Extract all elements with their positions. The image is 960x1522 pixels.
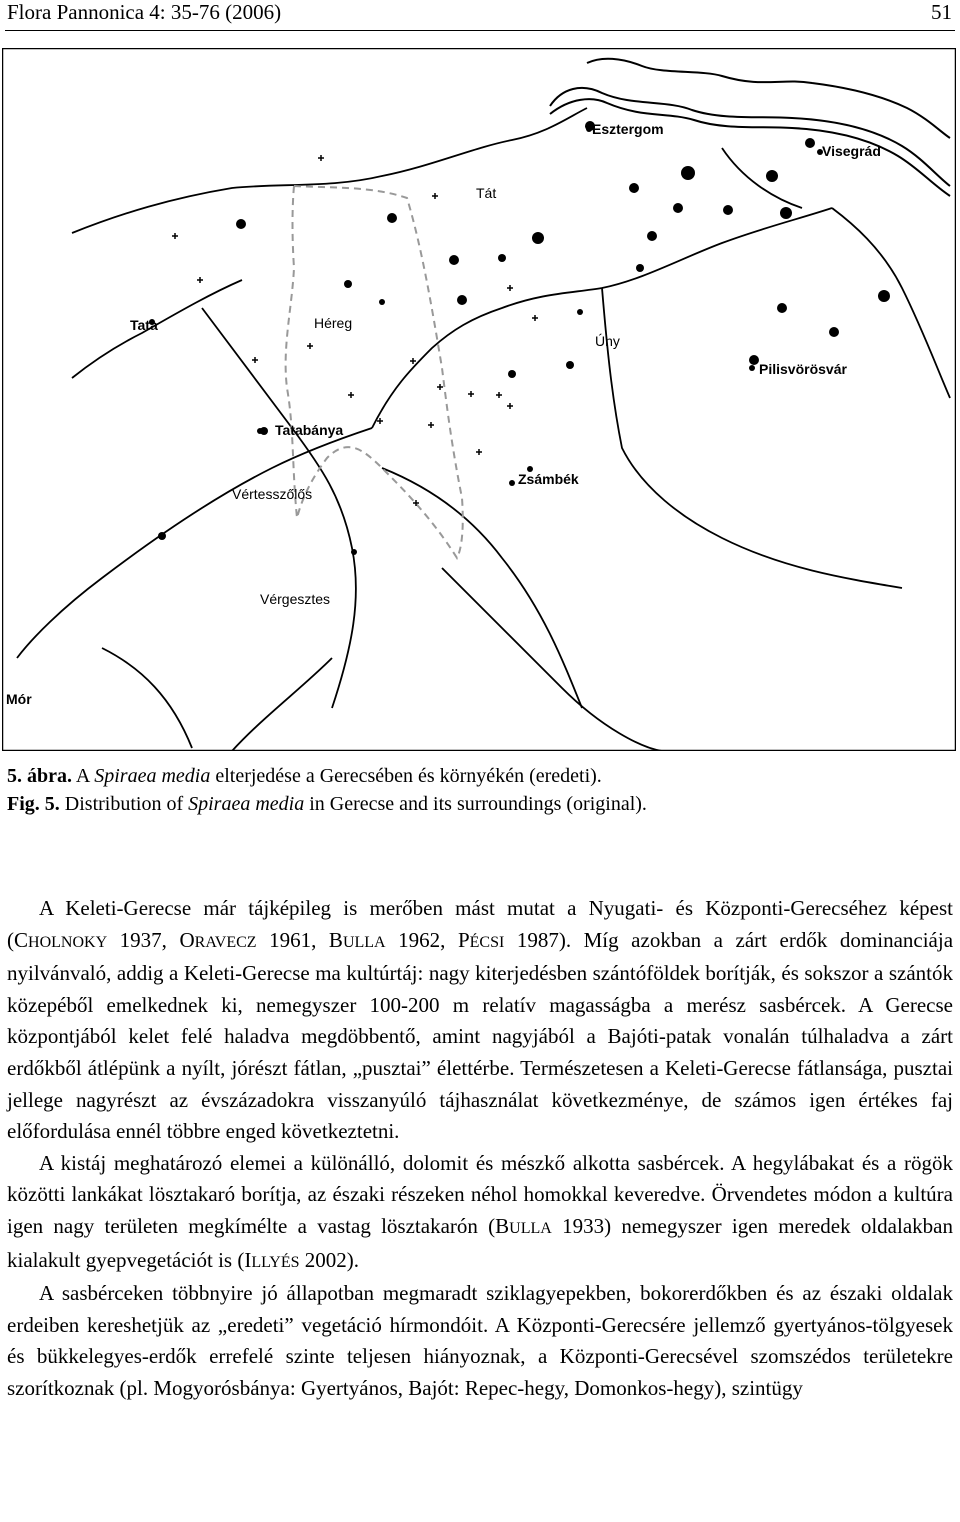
label-tatabanya: Tatabánya xyxy=(275,422,344,438)
occurrence-dot xyxy=(351,549,357,555)
occurrence-dot xyxy=(532,232,544,244)
author-pecsi: PÉCSI xyxy=(457,927,505,952)
caption-hungarian xyxy=(7,762,647,790)
occurrence-dot xyxy=(379,299,385,305)
occurrence-dot xyxy=(723,205,733,215)
label-uny: Úny xyxy=(595,333,620,349)
paragraph-3: A sasbérceken többnyire jó állapotban megmaradt sziklagyepekben, bokorerdőkben és az északi oldalak erdeiben kereshetjük az „eredeti” vegetáció hírmondóit. A Központi-Gerecsére jellemző gyertyános-tölgyesek és bükkelegyes-erdők errefelé szinte teljesen hiányoznak, a Központi-Gerecsével szomszédos területekre szorítkoznak (pl. Mogyorósbánya: Gyertyános, Bajót: Repec-hegy, Domonkos-hegy), szintügy xyxy=(7,1281,953,1400)
town-marker-tatabanya xyxy=(257,428,263,434)
paragraph-1 xyxy=(7,893,953,1148)
caption-hu-species: Spiraea media xyxy=(94,765,211,787)
label-zsambek: Zsámbék xyxy=(518,471,579,487)
caption-hu-label: 5. ábra. xyxy=(7,765,72,787)
p1-text-e: 1987). Míg azokban a zárt erdők dominanciája nyilvánvaló, addig a Keleti-Gerecse ma kultúrtáj: nagy kiterjedésben szántóföldek borítják, és sokszor a szántók közepéből emelkednek ki, nemegyszer 100-200 m relatív magasságba a merész sasbércek. A Gerecse központjából kelet felé haladva megdöbbentő, amint nagyjából a Bajóti-patak vonalán túlhaladva a zárt erdőkből átlépünk a nyílt, jórészt fátlan, „pusztai” élettérbe. Természetesen a Keleti-Gerecse fátlansága, pusztai jellege nagyrészt az évszázadokra visszanyúló tájhasználat következménye, de számos igen értékes faj előfordulása ennél többre enged következtetni. xyxy=(7,927,954,1144)
author-cholnoky: CHOLNOKY xyxy=(14,927,108,952)
p1-text-b: 1937, xyxy=(107,927,180,952)
occurrence-dot xyxy=(647,231,657,241)
occurrence-dot xyxy=(566,361,574,369)
caption-en-post: in Gerecse and its surroundings (original). xyxy=(304,793,647,815)
occurrence-dot xyxy=(236,219,246,229)
running-header xyxy=(7,0,952,25)
label-visegrad: Visegrád xyxy=(822,143,881,159)
occurrence-dot xyxy=(577,309,583,315)
caption-en-label: Fig. 5. xyxy=(7,793,60,815)
caption-hu-pre: A xyxy=(72,765,95,787)
label-vergesztes: Vérgesztes xyxy=(260,591,331,607)
p1-text-d: 1962, xyxy=(385,927,458,952)
label-esztergom: Esztergom xyxy=(592,121,664,137)
occurrence-dot xyxy=(681,166,695,180)
occurrence-dot xyxy=(878,290,890,302)
label-vertesszolos: Vértesszőlős xyxy=(232,486,313,502)
occurrence-dot xyxy=(749,355,759,365)
body-text xyxy=(7,893,953,1405)
caption-hu-post: elterjedése a Gerecsében és környékén (eredeti). xyxy=(210,765,602,787)
p2-text-a: A kistáj meghatározó elemei a különálló, dolomit és mészkő alkotta sasbércek. A hegylábakat és a rögök közötti lankákat lösztakaró borítja, az északi részeken néhol homokkal keveredve. Örvendetes módon a kultúra igen nagy területen megkímélte a vastag lösztakarón ( xyxy=(7,1150,953,1238)
paragraph-2 xyxy=(7,1148,953,1278)
occurrence-dot xyxy=(780,207,792,219)
occurrence-dot xyxy=(777,303,787,313)
occurrence-dot xyxy=(344,280,352,288)
p1-text-c: 1961, xyxy=(256,927,329,952)
author-bulla-1933: BULLA xyxy=(495,1213,552,1238)
occurrence-dot xyxy=(766,170,778,182)
occurrence-dot xyxy=(449,255,459,265)
p2-text-b: 1933) nemegyszer igen meredek oldalakban kialakult gyepvegetációt is ( xyxy=(7,1213,953,1272)
label-pilisvorosvar: Pilisvörösvár xyxy=(759,361,847,377)
author-bulla: BULLA xyxy=(328,927,386,952)
occurrence-dot xyxy=(457,295,467,305)
occurrence-dot xyxy=(805,138,815,148)
occurrence-dot xyxy=(387,213,397,223)
author-oravecz: ORAVECZ xyxy=(179,927,257,952)
occurrence-dot xyxy=(829,327,839,337)
label-hereg: Héreg xyxy=(314,315,353,331)
occurrence-dot xyxy=(509,480,515,486)
occurrence-dot xyxy=(636,264,644,272)
figure-caption xyxy=(7,762,647,818)
label-mor: Mór xyxy=(6,691,32,707)
label-tat: Tát xyxy=(476,185,497,201)
occurrence-dot xyxy=(673,203,683,213)
caption-en-species: Spiraea media xyxy=(188,793,305,815)
occurrence-dot xyxy=(498,254,506,262)
p2-text-c: 2002). xyxy=(299,1247,360,1272)
author-illyes: ILLYÉS xyxy=(244,1247,300,1272)
caption-english xyxy=(7,790,647,818)
label-tata: Tata xyxy=(130,317,158,333)
town-marker-pilisvorosvar xyxy=(749,365,755,371)
occurrence-dot xyxy=(629,183,639,193)
occurrence-dot xyxy=(158,532,166,540)
map-frame xyxy=(3,49,956,751)
caption-en-pre: Distribution of xyxy=(59,793,189,815)
page-number: 51 xyxy=(931,0,952,24)
journal-citation: Flora Pannonica 4: 35-76 (2006) xyxy=(7,0,282,24)
distribution-map xyxy=(2,48,956,751)
occurrence-dot xyxy=(508,370,516,378)
p1-text-a: A Keleti-Gerecse már tájképileg is merőben mást mutat a Nyugati- és Központi-Gerecséhez képest ( xyxy=(7,896,953,952)
header-rule xyxy=(5,30,955,31)
